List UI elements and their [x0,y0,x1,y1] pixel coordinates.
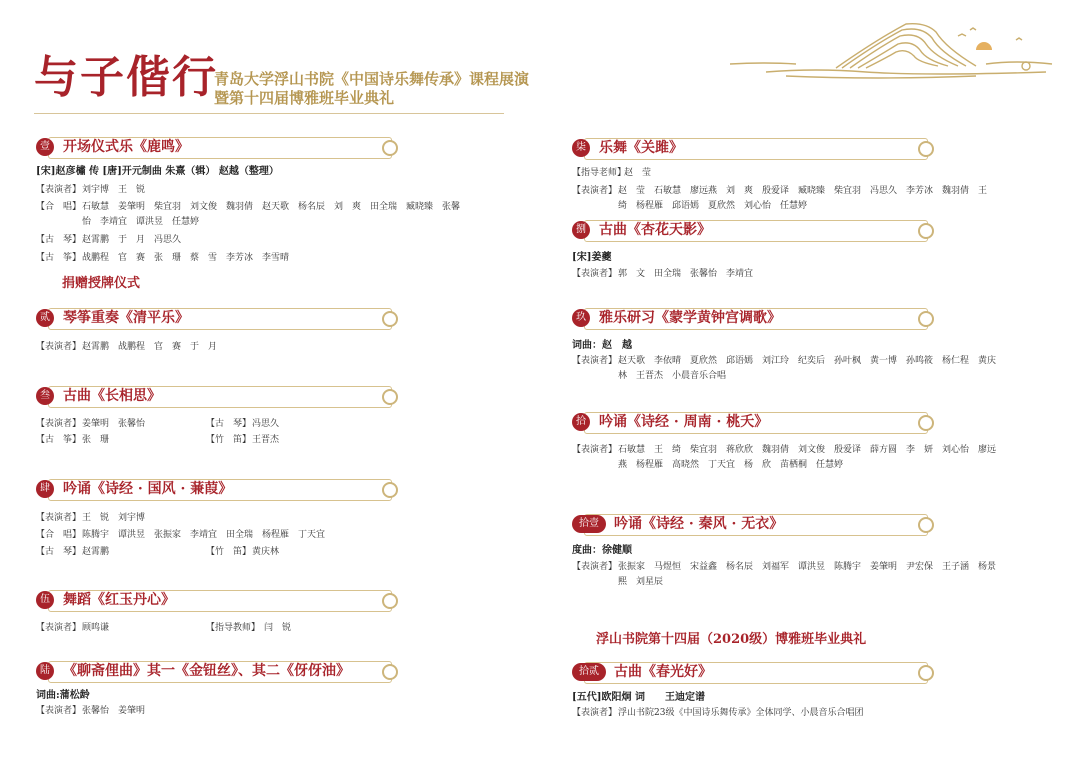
section-title: 琴筝重奏《清平乐》 [63,310,189,326]
section-banner [36,386,392,406]
section-title: 古曲《杏花天影》 [599,222,711,238]
section-meta: [五代]欧阳炯 词 王迪定谱 [572,692,705,703]
program-item-3 [36,386,506,448]
section-banner [36,661,392,681]
program-item-10 [572,412,1042,473]
program-item-4 [36,479,506,560]
section-number-badge: 拾壹 [572,515,606,533]
performer-row: 【表演者】 刘宇博 王 锐 [36,185,146,195]
performer-row: 【指导老师】 赵 莹 [572,168,652,178]
performer-row: 【表演者】 王 锐 刘宇博 [36,513,146,523]
section-banner [572,308,928,328]
program-item-6 [36,661,506,719]
section-banner [572,662,928,682]
performer-row: 【古 筝】 张 珊 【竹 笛】 王晋杰 [36,435,280,445]
section-banner [572,514,928,534]
program-item-11 [572,514,1042,590]
section-meta: 词曲:蒲松龄 [36,690,90,701]
section-number-badge: 拾 [572,413,590,431]
section-title: 吟诵《诗经 · 国风 · 蒹葭》 [63,481,233,497]
section-title: 乐舞《关雎》 [599,140,683,156]
program-item-9 [572,308,1042,384]
performer-row: 【表演者】 浮山书院23级《中国诗乐舞传承》全体同学、小晨音乐合唱团 [572,708,864,718]
performer-row: 【表演者】 石敏慧 王 绮 柴宜羽 蒋欣欣 魏羽倩 刘文俊 殷爱译 薛方圆 李 妍 刘心怡 廖远燕 杨程雁 高晓然 丁天宜 杨 欣 苗栖桐 任慧婷 [572,445,997,470]
section-number-badge: 捌 [572,221,590,239]
performer-row: 【表演者】 姜肇明 张馨怡 【古 琴】 冯思久 [36,419,280,429]
section-meta: [宋]赵彦橚 传 [唐]开元制曲 朱熹（辑） 赵越（整理） [36,166,279,177]
section-number-badge: 贰 [36,309,54,327]
section-title: 古曲《长相思》 [63,388,161,404]
section-title: 《聊斋俚曲》其一《金钮丝》、其二《伢伢油》 [63,663,350,679]
program-item-12 [572,662,1042,721]
section-banner [36,590,392,610]
performer-row: 【表演者】 赵天歌 李依晴 夏欣然 邱语嫣 刘江玲 纪奕后 孙叶枫 黄一博 孙鸣筱 杨仁程 黄庆林 王晋杰 小晨音乐合唱 [572,356,997,381]
program-item-1 [36,137,506,266]
section-meta: 度曲：徐健顺 [572,545,632,556]
performer-row: 【古 琴】 赵霄鹏 于 月 冯思久 [36,235,182,245]
section-number-badge: 壹 [36,138,54,156]
section-banner [572,138,928,158]
section-number-badge: 肆 [36,480,54,498]
section-title: 吟诵《诗经 · 秦风 · 无衣》 [614,516,784,532]
performer-row: 【古 琴】 赵霄鹏 【竹 笛】 黄庆林 [36,547,280,557]
performer-row: 【古 筝】 战鹏程 官 赛 张 珊 蔡 雪 李芳冰 李雪晴 [36,253,290,263]
page-title: 与子偕行 [34,52,218,103]
program-item-7 [572,138,1042,214]
program-item-8 [572,220,1042,282]
section-banner [36,308,392,328]
program-item-2 [36,308,506,355]
page-subtitle [214,70,529,108]
section-title: 吟诵《诗经 · 周南 · 桃夭》 [599,414,769,430]
performer-row: 【表演者】 郭 文 田全瑞 张馨怡 李靖宜 [572,269,754,279]
section-number-badge: 玖 [572,309,590,327]
section-title: 雅乐研习《蒙学黄钟宫调歌》 [599,310,781,326]
header-divider [34,113,504,114]
section-banner [36,479,392,499]
ceremony-heading: 捐赠授牌仪式 [62,276,141,291]
section-number-badge: 柒 [572,139,590,157]
section-number-badge: 伍 [36,591,54,609]
section-number-badge: 陆 [36,662,54,680]
performer-row: 【表演者】 张馨怡 姜肇明 [36,706,146,716]
subtitle-line-2: 暨第十四届博雅班毕业典礼 [214,89,395,107]
performer-row: 【表演者】 赵 莹 石敏慧 廖远燕 刘 爽 殷爱译 臧晓臻 柴宜羽 冯思久 李芳冰 魏羽倩 王 绮 杨程雁 邱语嫣 夏欣然 刘心怡 任慧婷 [572,186,997,211]
performer-row: 【表演者】 顾鸣谦 【指导教师】 闫 锐 [36,623,292,633]
performer-row: 【合 唱】 石敏慧 姜肇明 柴宜羽 刘文俊 魏羽倩 赵天歌 杨名辰 刘 爽 田全瑞 臧晓臻 张馨怡 李靖宜 谭洪昱 任慧婷 [36,202,461,227]
section-number-badge: 叁 [36,387,54,405]
program-item-5 [36,590,506,636]
graduation-heading: 浮山书院第十四届（2020级）博雅班毕业典礼 [596,632,867,647]
section-banner [572,412,928,432]
section-banner [572,220,928,240]
section-number-badge: 拾贰 [572,663,606,681]
section-meta: 词曲：赵 越 [572,340,632,351]
section-title: 舞蹈《红玉丹心》 [63,592,175,608]
performer-row: 【表演者】 张振家 马煜恒 宋益鑫 杨名辰 刘福军 谭洪昱 陈腾宇 姜肇明 尹宏保 王子涵 杨景熙 刘星辰 [572,562,997,587]
section-title: 开场仪式乐《鹿鸣》 [63,139,189,155]
section-meta: [宋]姜夔 [572,252,612,263]
performer-row: 【表演者】 赵霄鹏 战鹏程 官 赛 于 月 [36,342,218,352]
mountain-landscape-illustration [726,14,1056,86]
subtitle-line-1: 青岛大学浮山书院《中国诗乐舞传承》课程展演 [214,70,530,88]
performer-row: 【合 唱】 陈腾宇 谭洪昱 张振家 李靖宜 田全瑞 杨程雁 丁天宜 [36,530,326,540]
section-banner [36,137,392,157]
section-title: 古曲《春光好》 [614,664,712,680]
